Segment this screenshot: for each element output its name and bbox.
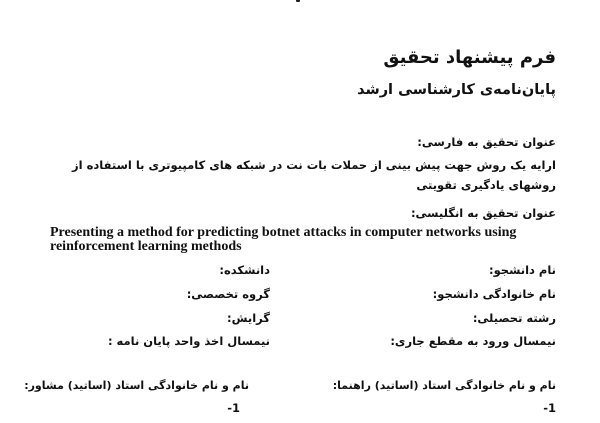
student-first-name-label: نام دانشجو:	[488, 263, 556, 277]
major-label: رشته تحصیلی:	[472, 311, 556, 325]
supervisor-item-1: -1	[543, 401, 556, 415]
faculty-label: دانشکده:	[219, 263, 270, 277]
thesis-semester-label: نیمسال اخذ واحد پایان نامه :	[107, 334, 270, 348]
department-label: گروه تخصصی:	[186, 287, 270, 301]
student-last-name-label: نام خانوادگی دانشجو:	[432, 287, 556, 301]
advisor-label: نام و نام خانوادگی استاد (اساتید) مشاور:	[24, 379, 249, 392]
page-top-mark	[296, 0, 300, 2]
english-title-label: عنوان تحقیق به انگلیسی:	[410, 206, 556, 220]
form-title: فرم پیشنهاد تحقیق	[383, 47, 556, 68]
english-title-text: Presenting a method for predicting botnet attacks in computer networks using reinforcement learning methods	[50, 225, 517, 254]
persian-title-label: عنوان تحقیق به فارسی:	[417, 135, 556, 149]
form-subtitle: پایان‌نامه‌ی کارشناسی ارشد	[357, 82, 556, 98]
supervisor-label: نام و نام خانوادگی استاد (اساتید) راهنما:	[332, 379, 556, 392]
specialization-label: گرایش:	[227, 311, 270, 325]
entry-semester-label: نیمسال ورود به مقطع جاری:	[390, 334, 556, 348]
persian-title-text: ارایه یک روش جهت پیش بینی از حملات بات نت در شبکه های کامپیوتری با استفاده از روشهای یادگیری تقویتی	[72, 158, 556, 192]
advisor-item-1: -1	[227, 401, 240, 415]
